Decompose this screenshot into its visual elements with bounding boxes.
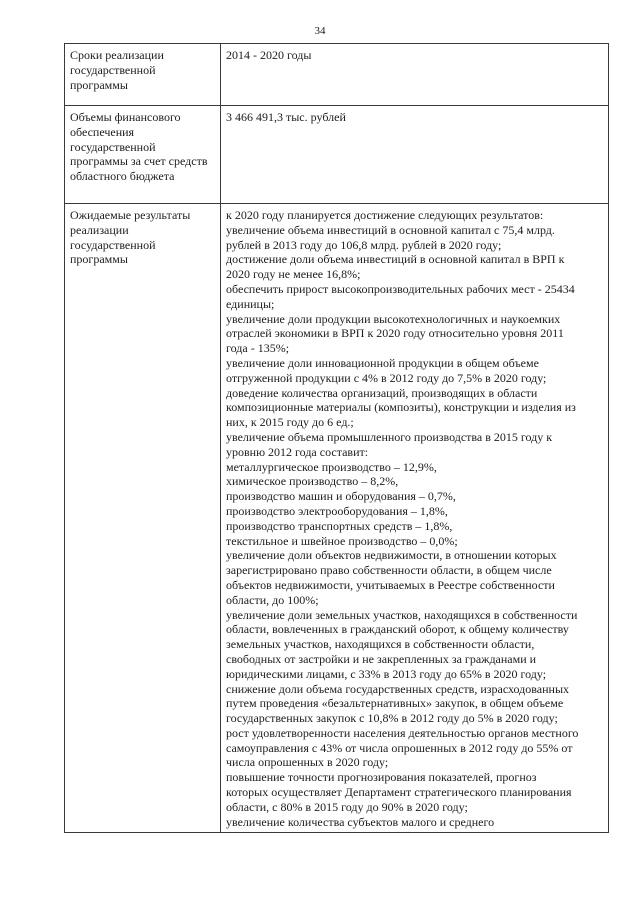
result-line: отраслей экономики в ВРП к 2020 году относительно уровня 2011: [226, 326, 564, 341]
result-line: металлургическое производство – 12,9%,: [226, 459, 437, 474]
result-line: 2020 году не менее 16,8%;: [226, 267, 361, 282]
program-passport-table: [64, 43, 609, 833]
result-line: увеличение доли продукции высокотехнологичных и наукоемких: [226, 311, 561, 326]
result-line: отгруженной продукции с 4% в 2012 году до 7,5% в 2020 году;: [226, 370, 547, 385]
result-line: зарегистрировано право собственности области, в общем числе: [226, 563, 552, 578]
result-line: производство электрооборудования – 1,8%,: [226, 503, 448, 518]
result-line: к 2020 году планируется достижение следующих результатов:: [226, 208, 544, 222]
result-line: увеличение объема инвестиций в основной капитал с 75,4 млрд.: [226, 222, 555, 237]
result-line: государственных закупок с 10,8% в 2012 году до 5% в 2020 году;: [226, 711, 558, 726]
result-line: доведение количества организаций, производящих в области: [226, 385, 538, 400]
row-label-finance: Объемы финансового обеспечения государственной программы за счет средств областного бюджета: [65, 106, 221, 204]
result-line: производство транспортных средств – 1,8%,: [226, 518, 453, 533]
result-line: года - 135%;: [226, 341, 290, 356]
page-number: 34: [314, 25, 326, 37]
result-line: увеличение объема промышленного производства в 2015 году к: [226, 429, 553, 444]
result-line: свободных от застройки и не закрепленных за гражданами и: [226, 651, 537, 666]
result-line: них, к 2015 году до 6 ед.;: [226, 415, 354, 430]
result-line: единицы;: [226, 296, 275, 311]
result-line: достижение доли объема инвестиций в основной капитал в ВРП к: [226, 252, 565, 267]
result-line: увеличение количества субъектов малого и среднего: [226, 814, 495, 829]
result-line: путем проведения «безальтернативных» закупок, в общем объеме: [226, 696, 564, 711]
table-row-results: [65, 204, 609, 833]
result-line: обеспечить прирост высокопроизводительных рабочих мест - 25434: [226, 281, 575, 296]
row-value-period: 2014 - 2020 годы: [221, 44, 609, 106]
result-line: рублей в 2013 году до 106,8 млрд. рублей в 2020 году;: [226, 237, 502, 252]
result-line: увеличение доли земельных участков, находящихся в собственности: [226, 607, 578, 622]
result-line: числа опрошенных в 2020 году;: [226, 755, 389, 770]
result-line: снижение доли объема государственных средств, израсходованных: [226, 681, 570, 696]
table-row-finance: [65, 106, 609, 204]
result-line: повышение точности прогнозирования показателей, прогноз: [226, 770, 537, 785]
result-line: химическое производство – 8,2%,: [226, 474, 399, 489]
result-line: текстильное и швейное производство – 0,0%;: [226, 533, 458, 548]
row-value-finance: 3 466 491,3 тыс. рублей: [221, 106, 609, 204]
row-label-results: Ожидаемые результаты реализации государственной программы: [65, 204, 221, 833]
result-line: увеличение доли объектов недвижимости, в отношении которых: [226, 548, 557, 563]
result-line: самоуправления с 43% от числа опрошенных в 2012 году до 55% от: [226, 740, 573, 755]
result-line: увеличение доли инновационной продукции в общем объеме: [226, 355, 539, 370]
result-line: области, до 100%;: [226, 592, 319, 607]
result-line: земельных участков, находящихся в собственности области,: [226, 637, 535, 652]
result-line: объектов недвижимости, учитываемых в Реестре собственности: [226, 577, 555, 592]
row-label-period: Сроки реализации государственной программы: [65, 44, 221, 106]
result-line: уровню 2012 года составит:: [226, 444, 369, 459]
result-line: производство машин и оборудования – 0,7%,: [226, 489, 456, 504]
result-line: которых осуществляет Департамент стратегического планирования: [226, 785, 572, 800]
result-line: рост удовлетворенности населения деятельностью органов местного: [226, 725, 579, 740]
result-line: области, с 80% в 2015 году до 90% в 2020 году;: [226, 799, 468, 814]
result-line: области, вовлеченных в гражданский оборот, к общему количеству: [226, 622, 569, 637]
result-line: юридическими лицами, с 33% в 2013 году до 65% в 2020 году;: [226, 666, 547, 681]
table-row-period: [65, 44, 609, 106]
row-value-results: [221, 204, 609, 833]
result-line: композиционные материалы (композиты), конструкции и изделия из: [226, 400, 576, 415]
